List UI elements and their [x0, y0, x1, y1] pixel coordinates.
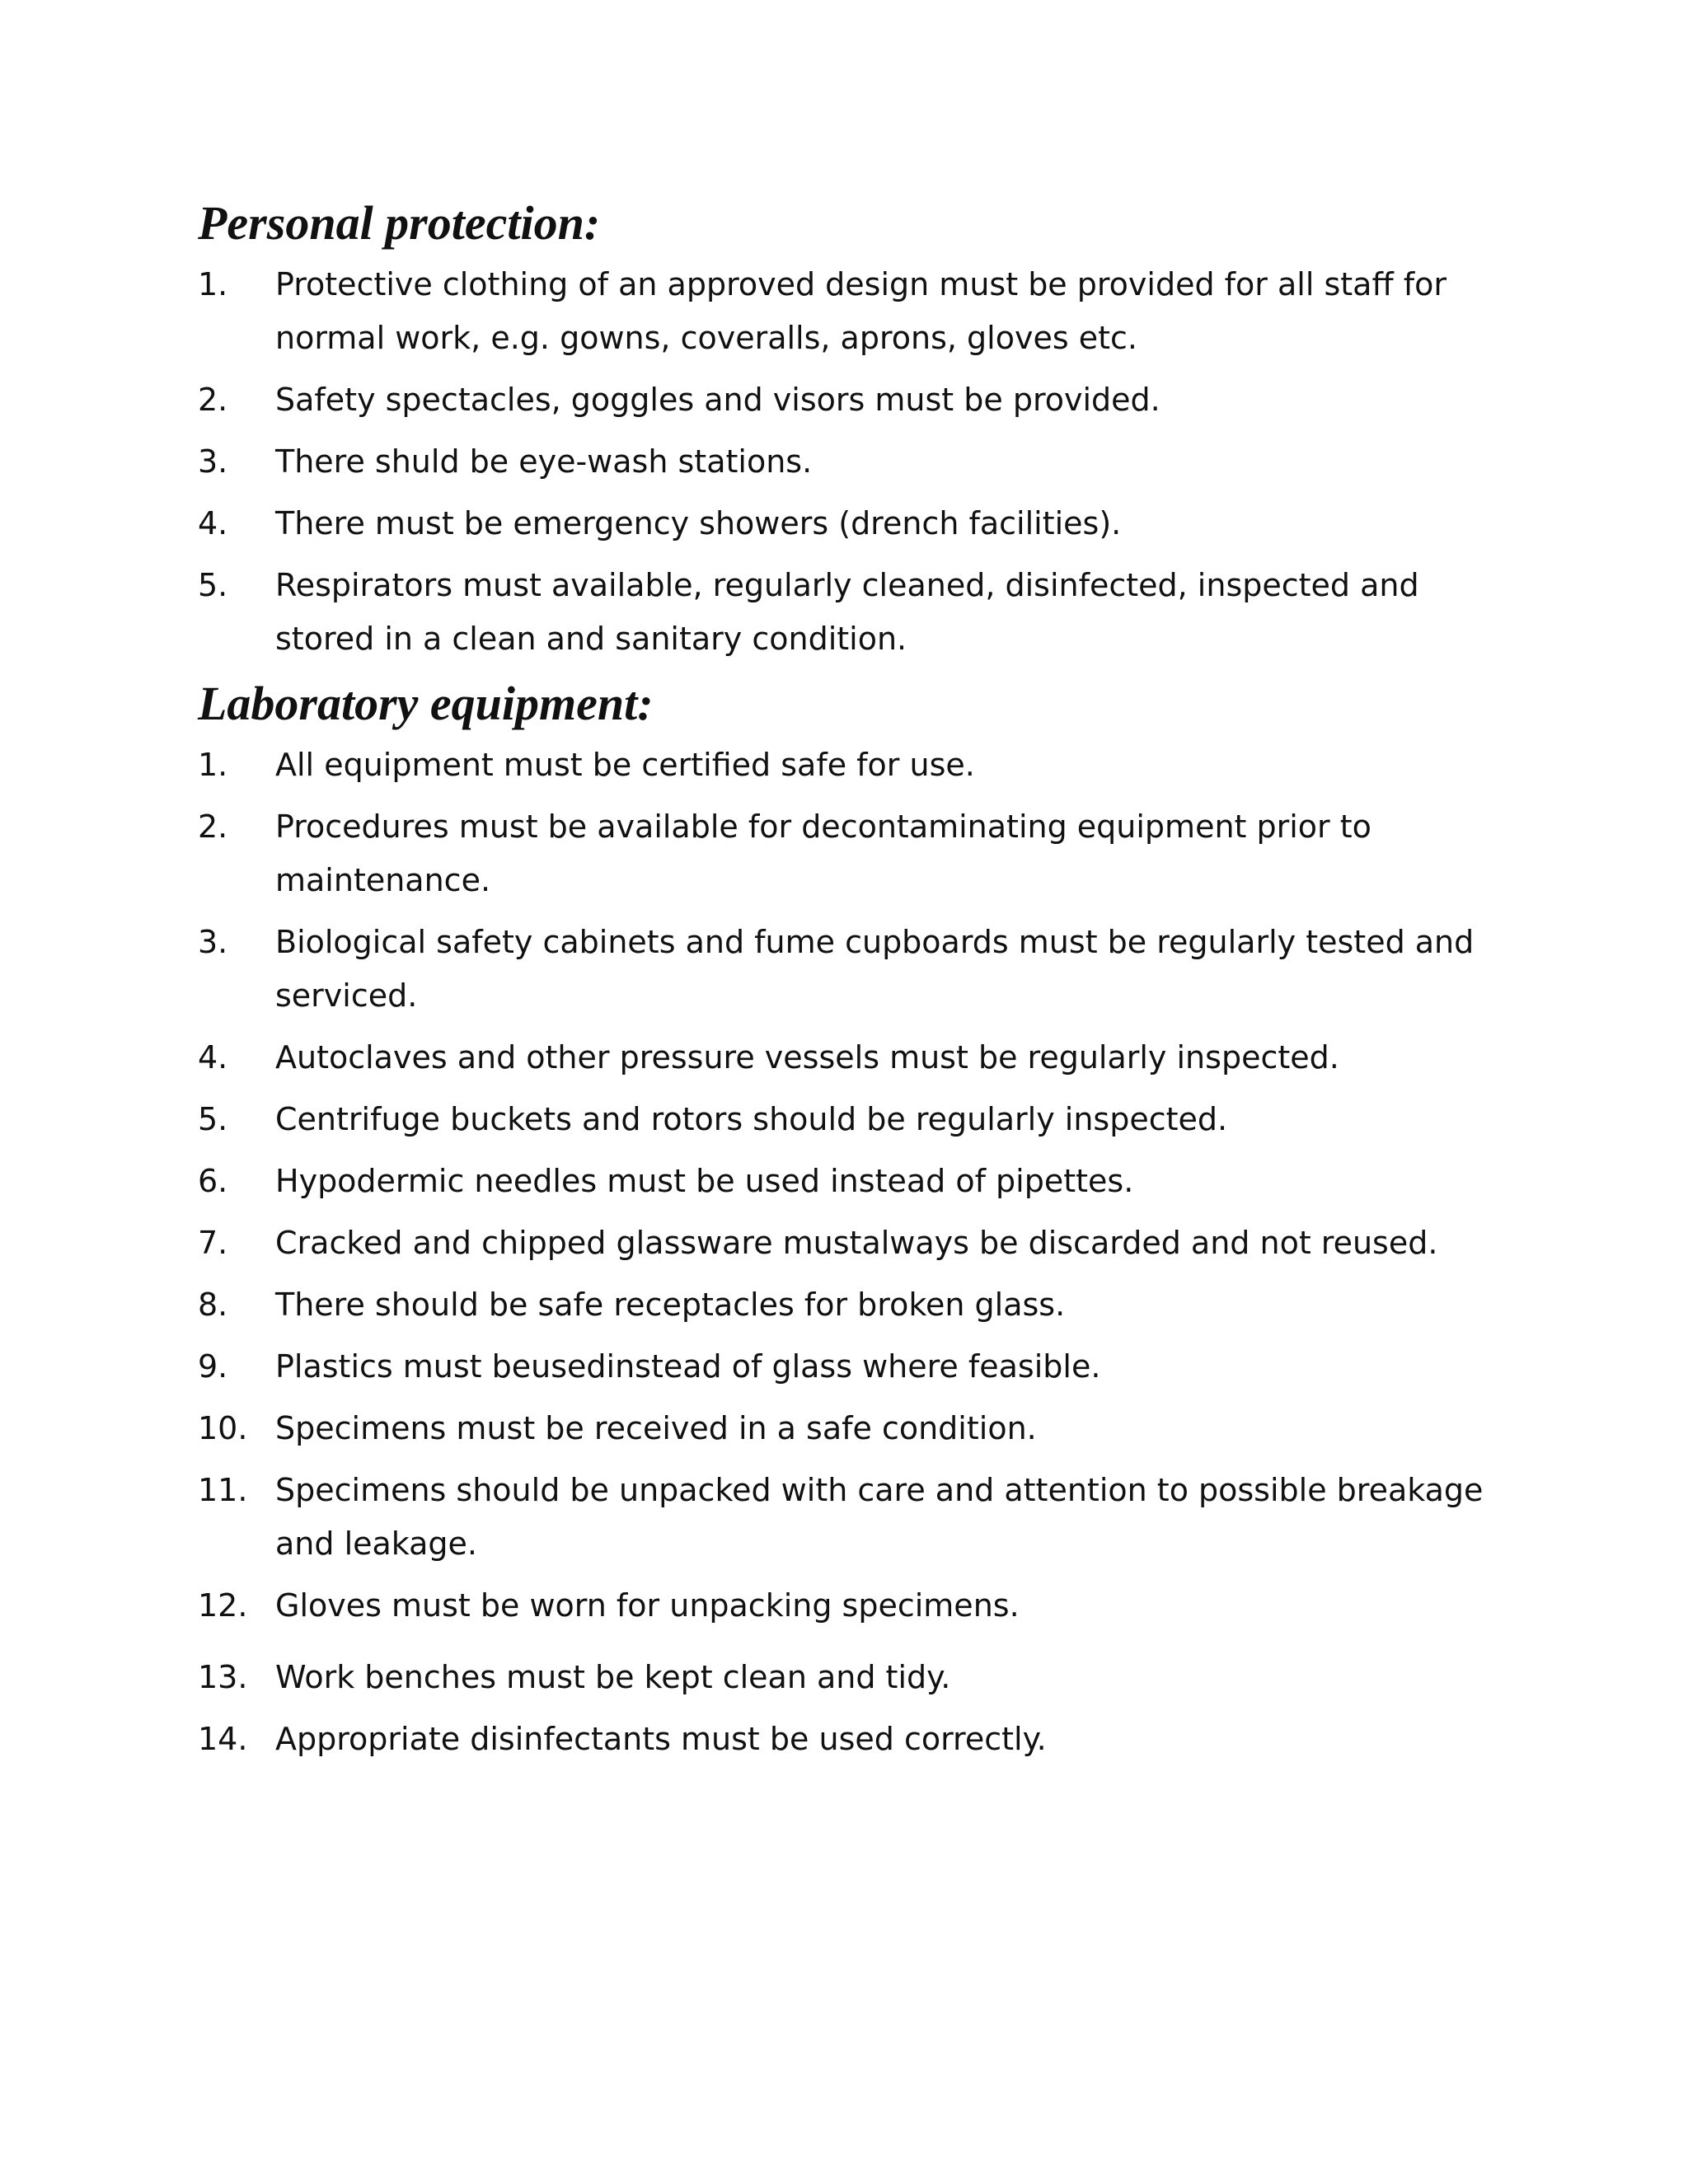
- item-number: 1.: [198, 266, 228, 302]
- item-number: 12.: [198, 1587, 248, 1624]
- item-text: All equipment must be certified safe for use.: [275, 747, 975, 783]
- item-text: There shuld be eye-wash stations.: [275, 443, 813, 480]
- list-item: [198, 1402, 1484, 1455]
- item-number: 4.: [198, 505, 228, 541]
- item-number: 2.: [198, 808, 228, 845]
- item-number: 4.: [198, 1039, 228, 1076]
- list-item: [198, 1340, 1484, 1394]
- list-item: [198, 1579, 1484, 1633]
- list-item: [198, 258, 1484, 365]
- personal-protection-list: [198, 258, 1484, 666]
- item-text: Biological safety cabinets and fume cupboards must be regularly tested and serviced.: [275, 924, 1475, 1014]
- item-text: Safety spectacles, goggles and visors must be provided.: [275, 382, 1160, 418]
- item-text: Cracked and chipped glassware mustalways be discarded and not reused.: [275, 1225, 1438, 1261]
- item-number: 14.: [198, 1721, 248, 1757]
- list-item: [198, 1155, 1484, 1208]
- item-text: Appropriate disinfectants must be used correctly.: [275, 1721, 1047, 1757]
- item-number: 3.: [198, 924, 228, 960]
- item-text: There should be safe receptacles for broken glass.: [275, 1286, 1066, 1323]
- item-number: 8.: [198, 1286, 228, 1323]
- list-item: [198, 1464, 1484, 1571]
- item-text: Work benches must be kept clean and tidy.: [275, 1659, 951, 1695]
- item-number: 11.: [198, 1472, 248, 1508]
- item-number: 7.: [198, 1225, 228, 1261]
- list-item: [198, 497, 1484, 551]
- item-text: Centrifuge buckets and rotors should be regularly inspected.: [275, 1101, 1228, 1137]
- item-number: 2.: [198, 382, 228, 418]
- list-item: [198, 1093, 1484, 1146]
- item-text: Specimens must be received in a safe condition.: [275, 1410, 1037, 1446]
- list-item: [198, 1031, 1484, 1085]
- item-text: There must be emergency showers (drench facilities).: [275, 505, 1122, 541]
- section-heading-personal-protection: Personal protection:: [198, 196, 601, 250]
- item-text: Plastics must beusedinstead of glass where feasible.: [275, 1348, 1101, 1385]
- laboratory-equipment-list: [198, 738, 1484, 1766]
- list-item: [198, 435, 1484, 489]
- list-item: [198, 1278, 1484, 1332]
- section-heading-laboratory-equipment: Laboratory equipment:: [198, 677, 654, 730]
- item-text: Respirators must available, regularly cleaned, disinfected, inspected and stored in a clean and sanitary condition.: [275, 567, 1419, 657]
- list-item: [198, 1651, 1484, 1704]
- list-item: [198, 800, 1484, 907]
- item-number: 13.: [198, 1659, 248, 1695]
- item-text: Protective clothing of an approved design must be provided for all staff for normal work, e.g. gowns, coveralls, aprons, gloves etc.: [275, 266, 1447, 356]
- item-number: 3.: [198, 443, 228, 480]
- item-number: 10.: [198, 1410, 248, 1446]
- item-text: Autoclaves and other pressure vessels must be regularly inspected.: [275, 1039, 1339, 1076]
- item-text: Specimens should be unpacked with care and attention to possible breakage and leakage.: [275, 1472, 1484, 1562]
- item-number: 1.: [198, 747, 228, 783]
- item-number: 6.: [198, 1163, 228, 1199]
- list-item: [198, 738, 1484, 792]
- document-page: [198, 194, 1484, 1774]
- item-text: Gloves must be worn for unpacking specimens.: [275, 1587, 1020, 1624]
- list-item: [198, 1713, 1484, 1766]
- item-number: 5.: [198, 567, 228, 603]
- list-item: [198, 916, 1484, 1023]
- item-text: Hypodermic needles must be used instead of pipettes.: [275, 1163, 1134, 1199]
- item-text: Procedures must be available for decontaminating equipment prior to maintenance.: [275, 808, 1372, 898]
- list-item: [198, 373, 1484, 427]
- list-item: [198, 559, 1484, 666]
- item-number: 5.: [198, 1101, 228, 1137]
- item-number: 9.: [198, 1348, 228, 1385]
- list-item: [198, 1216, 1484, 1270]
